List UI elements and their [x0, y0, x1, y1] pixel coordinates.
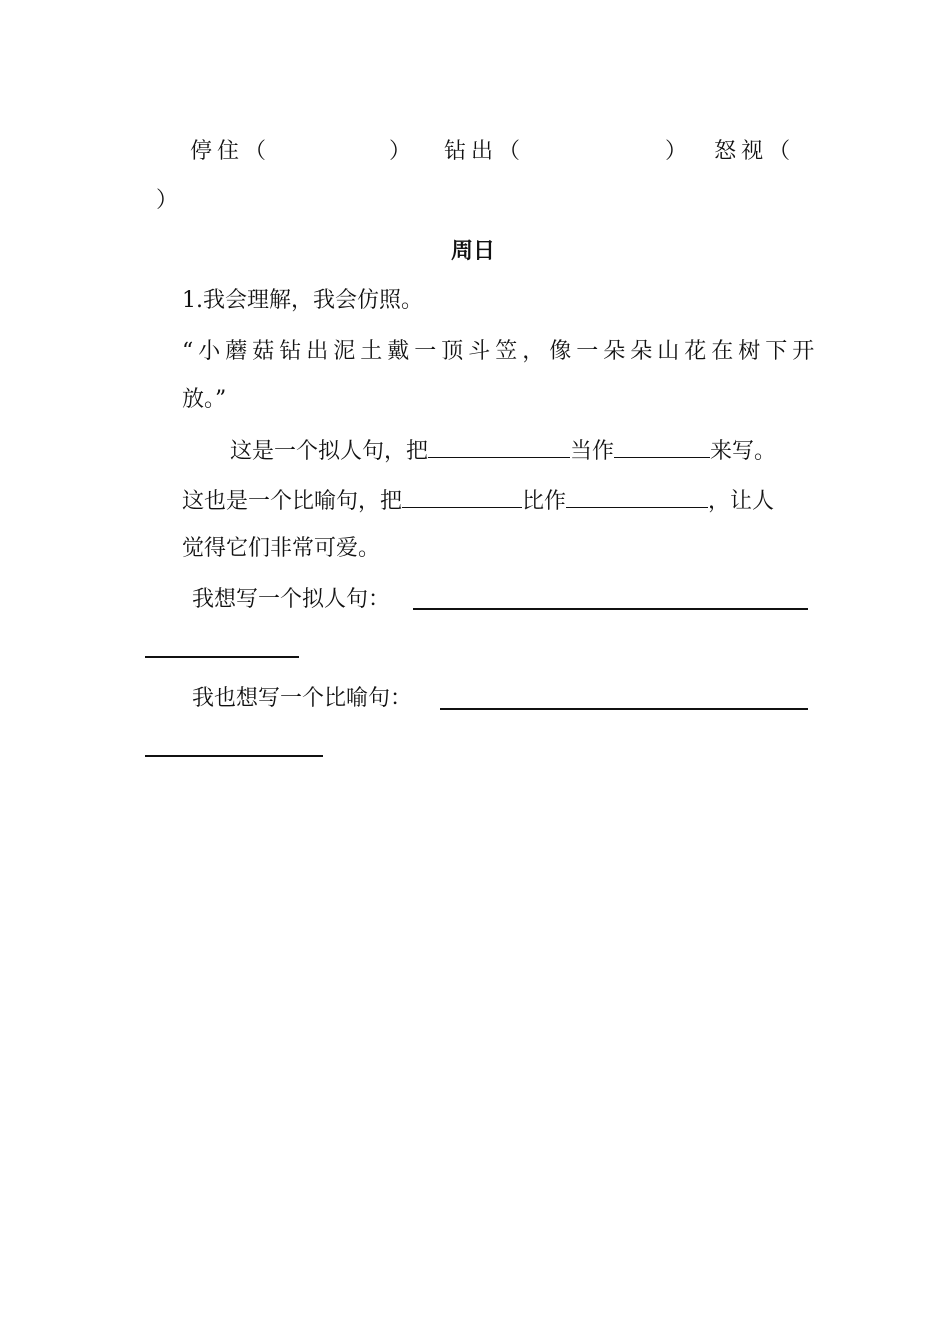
personification-text-c: 来写。 [710, 439, 777, 464]
personification-sentence [230, 435, 776, 467]
write-personification-label: 我想写一个拟人句： [192, 587, 391, 612]
vocab-close-3: ） [156, 188, 179, 213]
metaphor-text-a: 这也是一个比喻句，把 [182, 489, 403, 514]
vocab-word-1: 停住（ [190, 139, 272, 164]
vocab-word-3: 怒视（ [714, 139, 796, 164]
vocab-wrap-close [156, 186, 178, 216]
metaphor-continuation: 觉得它们非常可爱。 [182, 536, 381, 561]
vocab-close-1: ） [389, 139, 417, 164]
personification-text-b: 当作 [570, 439, 615, 464]
metaphor-blank-2[interactable] [566, 485, 708, 508]
write-metaphor-label: 我也想写一个比喻句： [192, 686, 413, 711]
question-1-prompt: 1.我会理解，我会仿照。 [182, 288, 423, 313]
metaphor-text-c: ，让人 [708, 489, 775, 514]
vocab-word-2: 钻出（ [444, 139, 526, 164]
write-personification-line-2[interactable] [145, 656, 299, 658]
write-personification-line-1[interactable] [413, 608, 808, 610]
personification-text-a: 这是一个拟人句，把 [230, 439, 429, 464]
write-metaphor-line-2[interactable] [145, 755, 323, 757]
personification-blank-1[interactable] [428, 435, 570, 458]
personification-blank-2[interactable] [614, 435, 710, 458]
vocab-close-2: ） [665, 139, 693, 164]
metaphor-sentence [182, 485, 774, 517]
quote-line-2: 放。” [182, 387, 227, 412]
vocab-row [190, 137, 795, 167]
quote-line-1: “小蘑菇钻出泥土戴一顶斗笠，像一朵朵山花在树下开 [182, 339, 820, 364]
metaphor-text-b: 比作 [522, 489, 567, 514]
metaphor-blank-1[interactable] [402, 485, 522, 508]
section-title: 周日 [451, 239, 496, 264]
write-metaphor-line-1[interactable] [440, 708, 808, 710]
